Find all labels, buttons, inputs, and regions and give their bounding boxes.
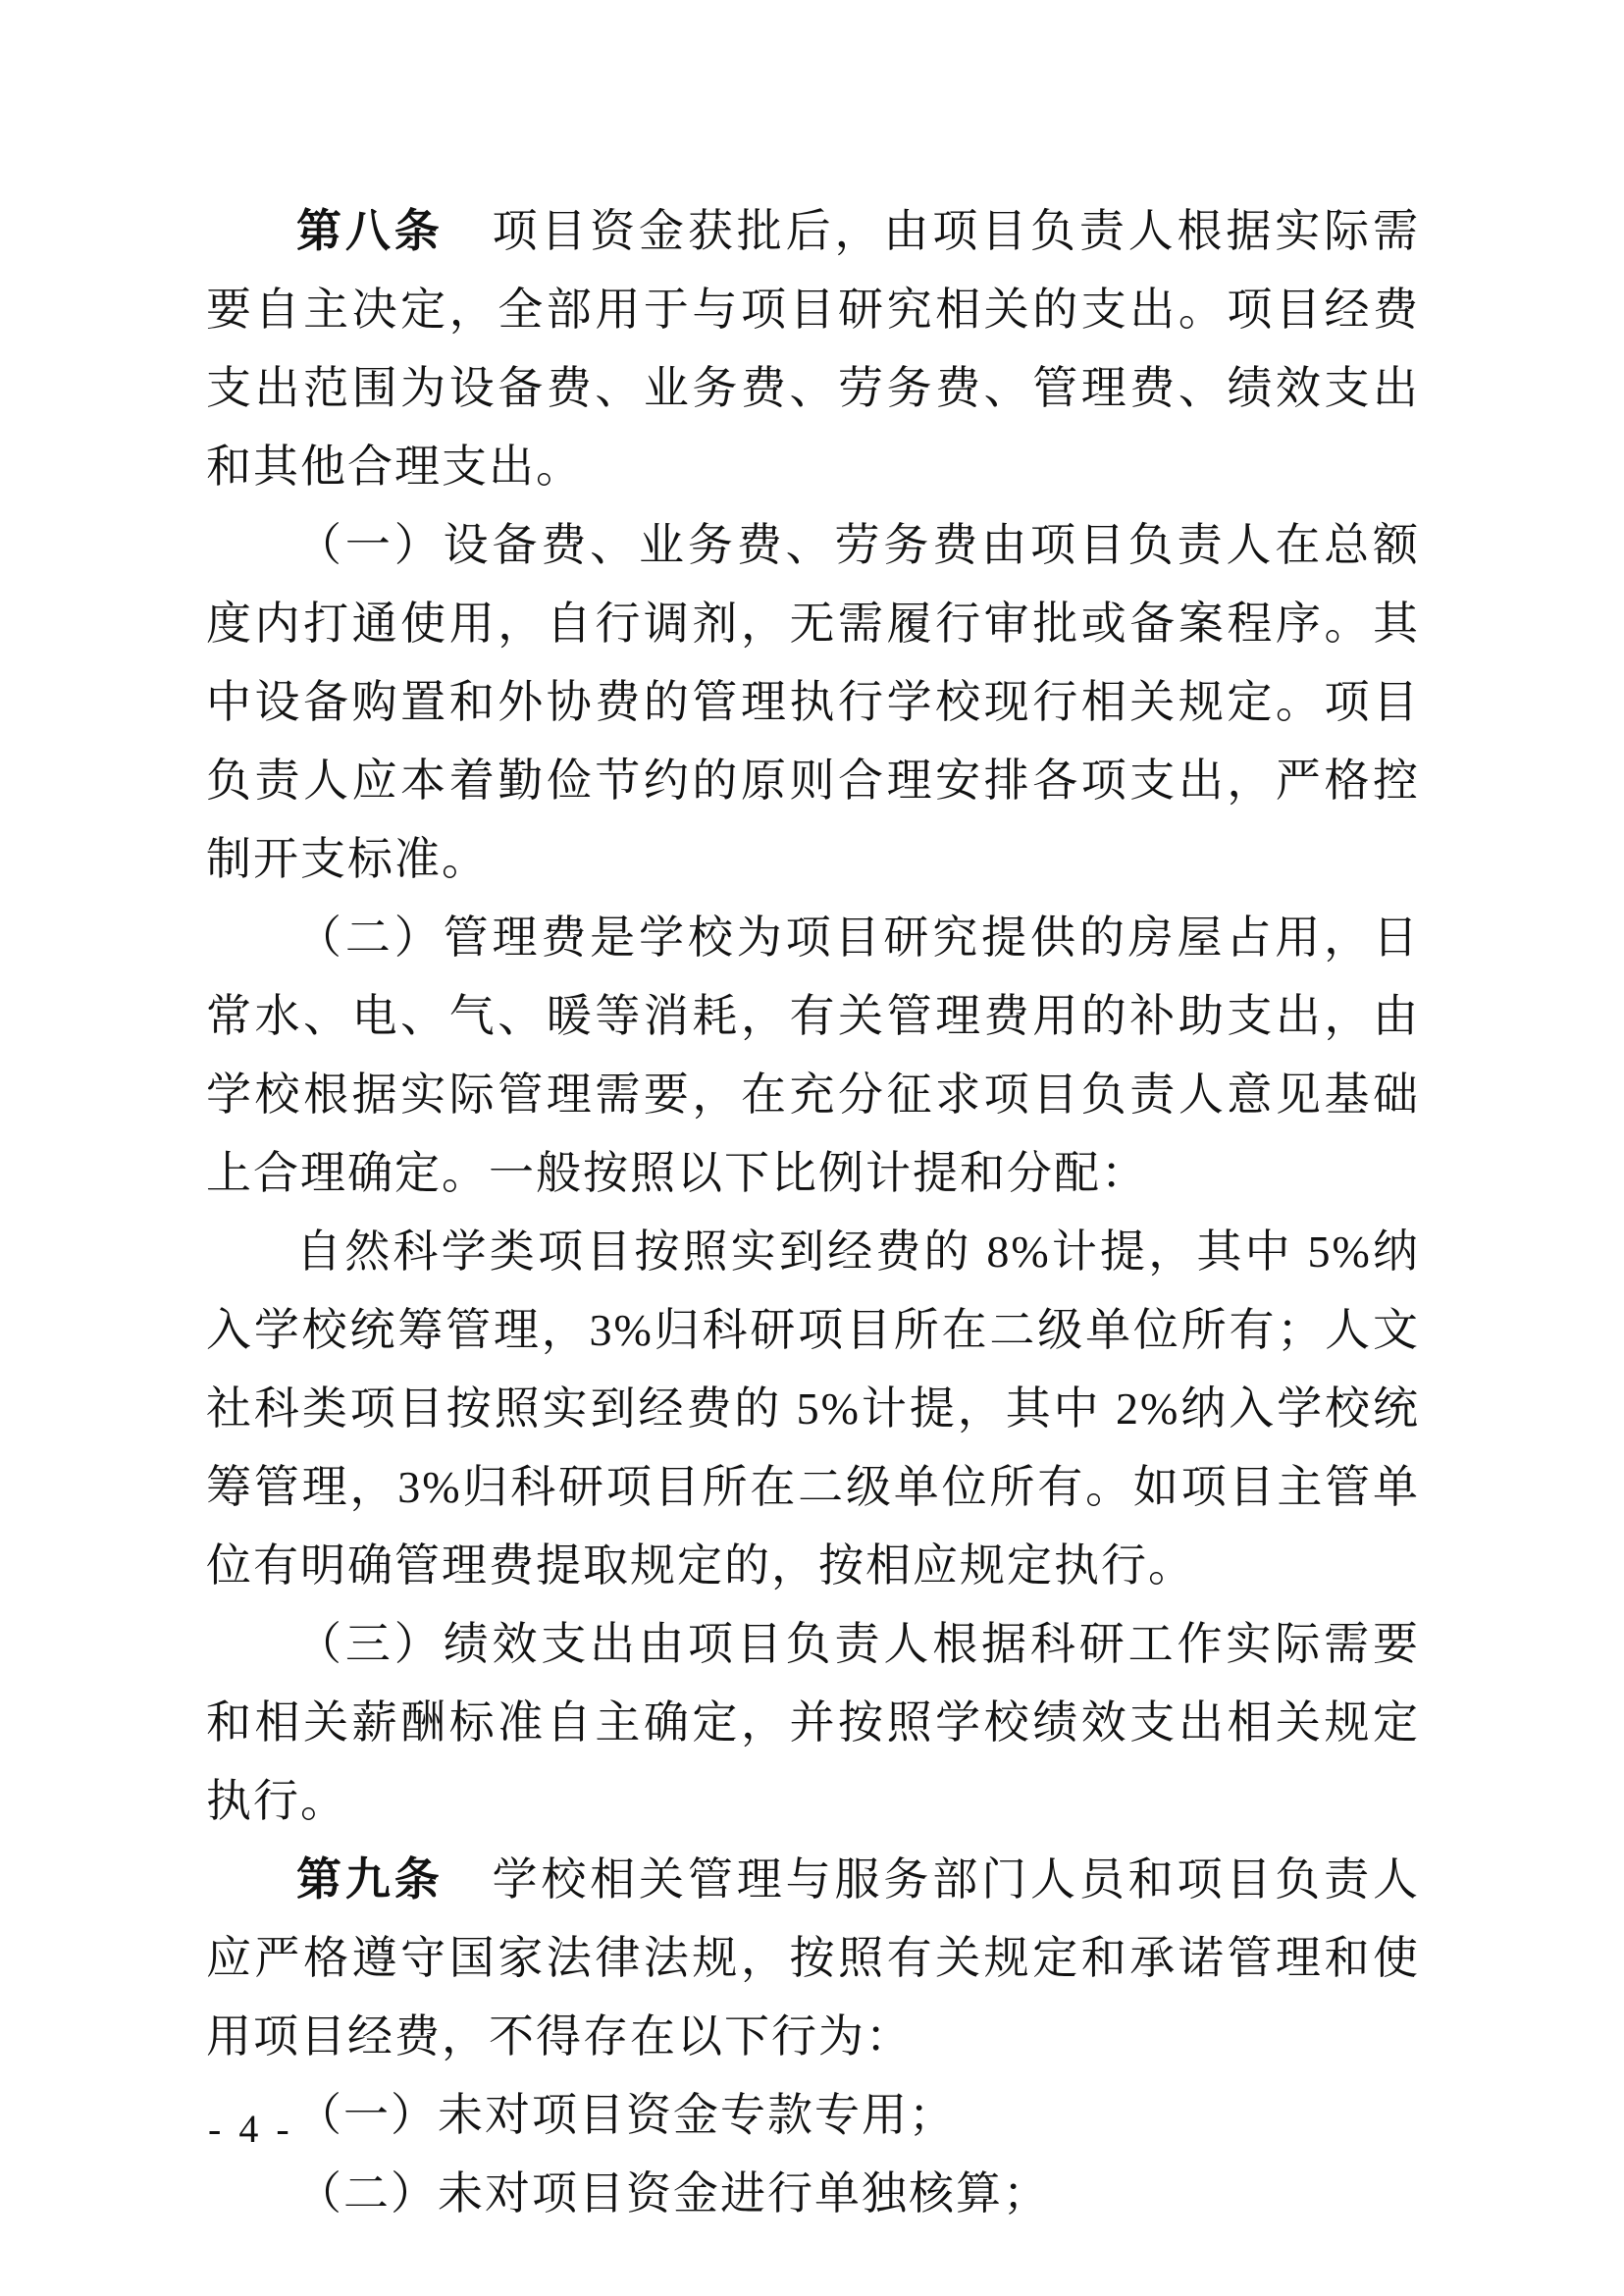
- para-allocation-ratios: [206, 1213, 1420, 1605]
- para-article-8: [206, 192, 1420, 506]
- para-text: （二）未对项目资金进行单独核算；: [296, 2168, 1050, 2218]
- para-text: （一）设备费、业务费、劳务费由项目负责人在总额度内打通使用，自行调剂，无需履行审批或备案程序。其中设备购置和外协费的管理执行学校现行相关规定。项目负责人应本着勤俭节约的原则合理安排各项支出，严格控制开支标准。: [206, 520, 1420, 884]
- para-text: 自然科学类项目按照实到经费的 8%计提，其中 5%纳入学校统筹管理，3%归科研项目所在二级单位所有；人文社科类项目按照实到经费的 5%计提，其中 2%纳入学校统筹管理，3%归科研项目所在二级单位所有。如项目主管单位有明确管理费提取规定的，按相应规定执行。: [206, 1226, 1420, 1591]
- article-9-label: 第九条: [296, 1854, 444, 1905]
- para-text: 项目资金获批后，由项目负责人根据实际需要自主决定，全部用于与项目研究相关的支出。项目经费支出范围为设备费、业务费、劳务费、管理费、绩效支出和其他合理支出。: [206, 206, 1421, 492]
- para-item-1: [206, 506, 1420, 899]
- para-text: 学校相关管理与服务部门人员和项目负责人应严格遵守国家法律法规，按照有关规定和承诺管理和使用项目经费，不得存在以下行为：: [206, 1854, 1421, 2061]
- para-article-9: [206, 1841, 1420, 2076]
- para-prohibited-2: [206, 2155, 1420, 2233]
- para-text: （二）管理费是学校为项目研究提供的房屋占用，日常水、电、气、暖等消耗，有关管理费用的补助支出，由学校根据实际管理需要，在充分征求项目负责人意见基础上合理确定。一般按照以下比例计提和分配：: [206, 913, 1420, 1198]
- page-number: - 4 -: [208, 2107, 293, 2151]
- para-text: （一）未对项目资金专款专用；: [296, 2090, 956, 2140]
- para-item-2: [206, 899, 1420, 1213]
- para-prohibited-1: [206, 2076, 1420, 2155]
- para-item-3: [206, 1605, 1420, 1841]
- document-body: [206, 192, 1420, 2233]
- para-text: （三）绩效支出由项目负责人根据科研工作实际需要和相关薪酬标准自主确定，并按照学校绩效支出相关规定执行。: [206, 1619, 1420, 1826]
- article-8-label: 第八条: [296, 206, 444, 256]
